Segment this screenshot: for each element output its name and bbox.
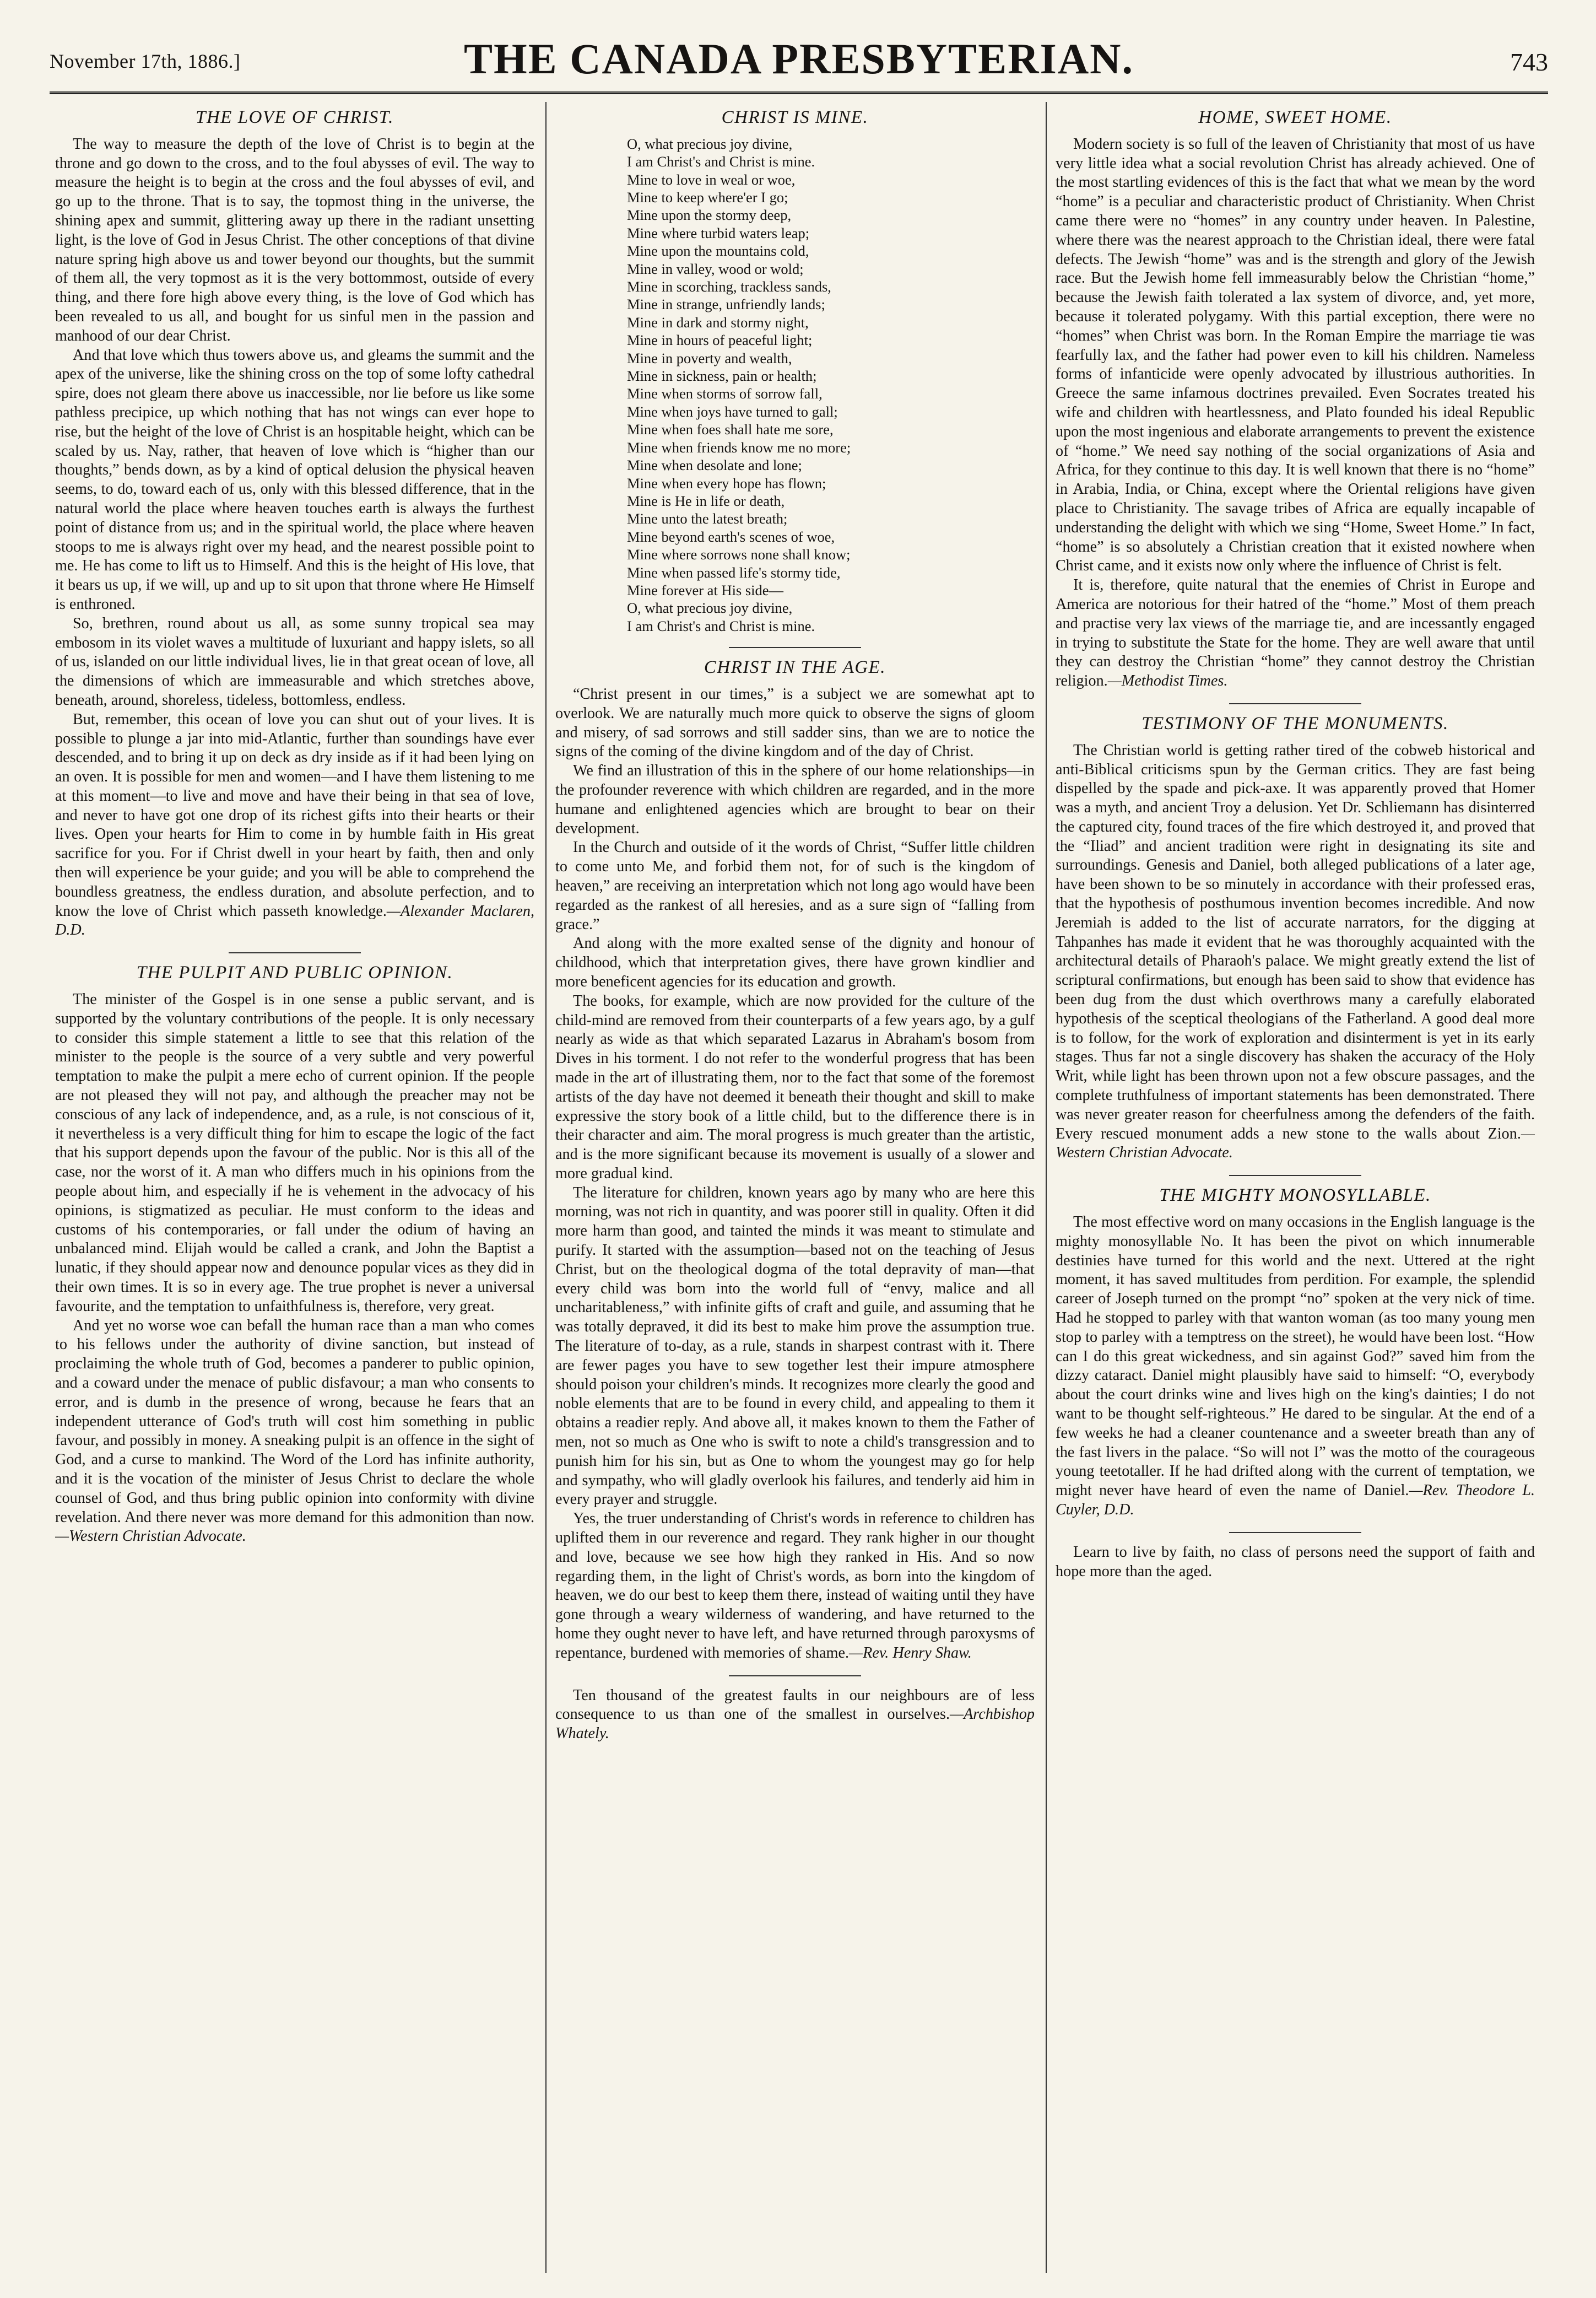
page-number: 743 bbox=[1510, 48, 1548, 76]
article-author: —Rev. Theodore L. Cuyler, D.D. bbox=[1056, 1482, 1535, 1518]
poem-line: Mine in valley, wood or wold; bbox=[627, 260, 804, 277]
article-paragraph: The books, for example, which are now provided for the culture of the child-mind are removed from their counterparts of a few years ago, by a gulf nearly as wide as that which separated Lazarus in Abraham's bosom from Dives in his torment. I do not refer to the wonderful progress that has been made in the art of illustrating them, nor to the fact that some of the foremost artists of the day have not deemed it beneath their thought and skill to make expressive the story book of a little child, but to the difference there is in their character and aim. The moral progress is much greater than the artistic, and is the more significant because its movement is usually of a slower and more gradual kind. bbox=[555, 992, 1035, 1182]
article-separator bbox=[229, 952, 361, 953]
poem-line: Mine where turbid waters leap; bbox=[627, 224, 810, 241]
article-title-home: HOME, SWEET HOME. bbox=[1198, 107, 1392, 127]
column-divider bbox=[1046, 102, 1047, 2273]
column-divider bbox=[545, 102, 547, 2273]
poem-line: I am Christ's and Christ is mine. bbox=[627, 617, 815, 634]
article-paragraph bbox=[1056, 1213, 1535, 1520]
article-paragraph: In the Church and outside of it the words of Christ, “Suffer little children to come unto Me, and forbid them not, for of such is the kingdom of heaven,” are receiving an interpretation which not long ago would have been regarded as the rankest of all heresies, and as a sure sign of “falling from grace.” bbox=[555, 839, 1035, 933]
article-separator bbox=[729, 647, 861, 648]
article-separator bbox=[729, 1675, 861, 1676]
poem-line: Mine in hours of peaceful light; bbox=[627, 332, 813, 349]
poem-line: Mine when joys have turned to gall; bbox=[627, 403, 838, 420]
article-paragraph bbox=[55, 1317, 534, 1547]
poem-line: Mine forever at His side— bbox=[627, 581, 784, 598]
poem-line: Mine unto the latest breath; bbox=[627, 510, 788, 527]
paragraph-text: And yet no worse woe can befall the human race than a man who comes to his fellows under the authority of divine sanction, but instead of proclaiming the whole truth of God, becomes a panderer to public opinion, and a coward under the menace of public disfavour; a man who consents to error, and is dumb in the presence of wrong, because he fears that an independent utterance of God's truth will cost him something in public favour, and possibly in money. A sneaking pulpit is an offence in the sight of God, and a curse to mankind. The Word of the Lord has infinite authority, and it is the vocation of the minister of Jesus Christ to declare the whole counsel of God, and thus bring public opinion into conformity with divine revelation. And there never was more demand for this admonition than now. bbox=[55, 1317, 534, 1526]
poem-line: O, what precious joy divine, bbox=[627, 135, 793, 152]
poem-line: Mine in sickness, pain or health; bbox=[627, 368, 817, 385]
article-paragraph bbox=[1056, 576, 1535, 691]
paragraph-text: Yes, the truer understanding of Christ's words in reference to children has uplifted them in our reverence and regard. They rank higher in our thought and love, because we see how high they ranked in His. And so now regarding them, in the light of Christ's words, as born into the kingdom of heaven, we do our best to keep them there, instead of waiting until they have gone through a weary wilderness of wandering, and have returned to the home they ought never to have left, and have returned through paroxysms of repentance, burdened with memories of shame. bbox=[555, 1510, 1035, 1662]
poem-line: Mine when passed life's stormy tide, bbox=[627, 564, 841, 581]
poem bbox=[627, 135, 1035, 635]
poem-line: Mine when desolate and lone; bbox=[627, 457, 802, 474]
poem-line: Mine in poverty and wealth, bbox=[627, 349, 792, 366]
article-author: —Rev. Henry Shaw. bbox=[849, 1644, 972, 1662]
poem-line: O, what precious joy divine, bbox=[627, 600, 793, 617]
article-paragraph: The minister of the Gospel is in one sense a public servant, and is supported by the voluntary contributions of the people. It is only necessary to consider this simple statement a little to see that this relation of the minister to the people is the source of a very subtle and very powerful temptation to make the pulpit a mere echo of current opinion. If the people are not pleased they will not pay, and although the preacher may not be conscious of any lack of independence, and, as a rule, is not conscious of it, it nevertheless is a very difficult thing for him to escape the logic of the fact that his support depends upon the favour of the public. Nor is this all of the case, nor the worst of it. A man who differs much in his opinions from the people about him, and especially if he is vehement in the advocacy of his opinions, is stigmatized as peculiar. He must conform to the ideas and customs of his contemporaries, or fall under the odium of having an unbalanced mind. Elijah would be called a crank, and John the Baptist a lunatic, if they should appear now and denounce popular vices as they did in their own times. It is so in every age. The true prophet is never a universal favourite, and the temptation to unfaithfulness is, therefore, very great. bbox=[55, 991, 534, 1315]
poem-line: Mine in strange, unfriendly lands; bbox=[627, 296, 825, 313]
poem-line: Mine to love in weal or woe, bbox=[627, 171, 796, 188]
poem-title: CHRIST IS MINE. bbox=[721, 107, 869, 127]
article-separator bbox=[1229, 1175, 1361, 1176]
article-paragraph: “Christ present in our times,” is a subject we are somewhat apt to overlook. We are naturally much more quick to observe the signs of gloom and misery, of sad sorrows and still sadder sins, than we are to notice the signs of the coming of the divine kingdom and of the day of Christ. bbox=[555, 685, 1035, 760]
article-paragraph bbox=[555, 1509, 1035, 1663]
poem-line: Mine when friends know me no more; bbox=[627, 439, 851, 456]
article-separator bbox=[1229, 1532, 1361, 1533]
article-title-pulpit: THE PULPIT AND PUBLIC OPINION. bbox=[136, 963, 453, 983]
paragraph-text: It is, therefore, quite natural that the enemies of Christ in Europe and America are notorious for their hatred of the “home.” Most of them preach and practise very lax views of the marriage tie, and are incessantly engaged in trying to substitute the State for the home. They are well aware that until they can destroy the Christian “home” they cannot destroy the Christian religion. bbox=[1056, 576, 1535, 690]
poem-line: Mine upon the stormy deep, bbox=[627, 207, 792, 224]
article-title-christ-in-age: CHRIST IN THE AGE. bbox=[704, 657, 886, 678]
article-source: —Western Christian Advocate. bbox=[55, 1528, 246, 1545]
poem-line: Mine when foes shall hate me sore, bbox=[627, 421, 834, 438]
article-paragraph bbox=[55, 710, 534, 941]
paragraph-text: The most effective word on many occasions in the English language is the mighty monosyllable No. It has been the pivot on which innumerable destinies have turned for this world and the next. Uttered at the right moment, it has saved multitudes from perdition. For example, the splendid career of Joseph turned on the prompt “no” spoken at the very nick of time. Had he stopped to parley with that wanton woman (as too many young men stop to parley with a temptress on the street), he would have been lost. “How can I do this great wickedness, and sin against God?” saved him from the dizzy cataract. Daniel might plausibly have said to himself: “O, everybody about the court drinks wine and lives high on the king's dainties; I do not want to be thought self-righteous.” He dared to be singular. At the end of a few weeks he had a cleaner countenance and a sweeter breath than any of the fast livers in the palace. “So will not I” was the motto of the courageous young teetotaller. If he had drifted along with the current of temptation, we might never have heard of even the name of Daniel. bbox=[1056, 1213, 1535, 1499]
article-paragraph bbox=[1056, 741, 1535, 1163]
poem-line: Mine when storms of sorrow fall, bbox=[627, 385, 823, 402]
article-source: —Methodist Times. bbox=[1107, 672, 1228, 690]
article-author: —Alexander Maclaren, D.D. bbox=[55, 902, 534, 939]
poem-line: Mine to keep where'er I go; bbox=[627, 189, 788, 206]
masthead bbox=[50, 34, 1548, 87]
article-title-love-of-christ: THE LOVE OF CHRIST. bbox=[196, 107, 394, 127]
article-paragraph: The literature for children, known years ago by many who are here this morning, was not rich in quantity, and was poorer still in quality. Often it did more harm than good, and tainted the minds it was meant to stimulate and purify. It started with the assumption—based not on the teaching of Jesus Christ, but on the theological dogma of the total depravity of man—that every child was born into the world full of “envy, malice and all uncharitableness,” with infinite gifts of craft and guile, and assuming that he was totally depraved, it did its best to make him prove the assumption true. The literature of to-day, as a rule, stands in sharpest contrast with it. There are fewer pages you have to sew together lest their impure atmosphere should poison your children's minds. It recognizes more clearly the good and noble elements that are to be found in every child, and appealing to them it obtains a readier reply. And above all, it makes known to them the Father of men, not so much as One who is swift to note a child's transgression and to punish him for his sin, but as One to whom the youngest may go for help and sympathy, who will gladly overlook his failures, and tenderly aid him in every prayer and struggle. bbox=[555, 1184, 1035, 1508]
poem-line: Mine upon the mountains cold, bbox=[627, 242, 809, 260]
poem-line: Mine where sorrows none shall know; bbox=[627, 546, 851, 563]
masthead-rule bbox=[50, 91, 1548, 99]
column-3 bbox=[1056, 104, 1535, 2280]
paragraph-text: But, remember, this ocean of love you can shut out of your lives. It is possible to plunge a jar into mid-Atlantic, further than soundings have ever descended, and to bring it up on deck as dry inside as if it had been lying on an oven. It is possible for men and women—and I have them listening to me at this moment—to live and move and have their being in that sea of love, and never to have got one drop of its richest gifts into their hearts or their lives. Open your hearts for Him to come in by humble faith in His great sacrifice for you. For if Christ dwell in your heart by faith, then and only then will experience be your guide; and you will be able to comprehend the boundless greatness, the endless duration, and absolute perfection, and to know the love of Christ which passeth knowledge. bbox=[55, 710, 534, 920]
article-paragraph: We find an illustration of this in the sphere of our home relationships—in the profounder reverence with which children are regarded, and in the more humane and enlightened agencies which are brought to bear on their development. bbox=[555, 762, 1035, 837]
poem-line: Mine when every hope has flown; bbox=[627, 474, 826, 492]
article-paragraph: So, brethren, round about us all, as some sunny tropical sea may embosom in its violet waves a multitude of luxuriant and happy islets, so all of us, islanded on our little individual lives, lie in that great ocean of love, all the dimensions of which are immeasurable and which stretches above, beneath, around, shoreless, tideless, bottomless, endless. bbox=[55, 614, 534, 709]
closing-note: Learn to live by faith, no class of persons need the support of faith and hope more than the aged. bbox=[1056, 1543, 1535, 1580]
article-separator bbox=[1229, 703, 1361, 704]
article-source: —Western Christian Advocate. bbox=[1056, 1125, 1535, 1162]
column-2 bbox=[555, 104, 1035, 2280]
article-paragraph: And that love which thus towers above us, and gleams the summit and the apex of the universe, like the shining cross on the top of some lofty cathedral spire, does not gleam there above us inaccessible, nor lie before us like some pathless precipice, up which nothing that has not wings can ever hope to rise, but the height of the love of Christ is an hospitable height, which can be scaled by us. Nay, rather, that heaven of love which is “higher than our thoughts,” bends down, as by a kind of optical delusion the physical heaven seems, to do, toward each of us, only with this blessed difference, that in the natural world the place where heaven touches earth is always the furthest point of distance from us; and in the spiritual world, the place where heaven stoops to me is always right over my head, and the nearest possible point to me. He has come to lift us to Himself. And this is the height of His love, that it bears us up, if we will, up and up to sit upon that throne where He Himself is enthroned. bbox=[55, 346, 534, 613]
quotation-author: —Archbishop Whately. bbox=[555, 1706, 1035, 1743]
article-paragraph: And along with the more exalted sense of the dignity and honour of childhood, which that interpretation gives, there have grown kindlier and more beneficent agencies for its education and growth. bbox=[555, 935, 1035, 990]
poem-line: Mine in scorching, trackless sands, bbox=[627, 278, 831, 295]
article-paragraph: Modern society is so full of the leaven of Christianity that most of us have very little idea what a social revolution Christ has already achieved. One of the most startling evidences of this is the fact that what we mean by the word “home” is a peculiar and characteristic product of Christianity. When Christ came there were no “homes” in any country under heaven. In Palestine, where there was the nearest approach to the Christian ideal, there were fatal defects. The Jewish “home” was and is the strength and glory of the Jewish race. But the Jewish home fell immeasurably below the Christian “home,” because the Jewish faith tolerated a lax system of divorce, and, yet more, because it tolerated polygamy. With this partial exception, there were no “homes” when Christ was born. In the Roman Empire the marriage tie was fearfully lax, and the father had power even to kill his children. Nameless forms of infanticide were openly advocated by illustrious authorities. In Greece the same infamous doctrines prevailed. Even Socrates treated his wife and children with heartlessness, and Plato founded his ideal Republic upon the most ingenious and elaborate arrangements to prevent the existence of “home.” We need say nothing of the social organizations of Asia and Africa, for they continue to this day. It is well known that there is no “home” in Arabia, India, or China, except where the Oriental religions have given place to Christianity. The savage tribes of Africa are equally incapable of understanding the delight with which we sing “Home, Sweet Home.” In fact, “home” is so absolutely a Christian creation that it existed nowhere when Christ came, and it exists now only where the influence of Christ is felt. bbox=[1056, 135, 1535, 575]
poem-line: I am Christ's and Christ is mine. bbox=[627, 153, 815, 170]
column-1 bbox=[55, 104, 534, 2280]
article-title-monuments: TESTIMONY OF THE MONUMENTS. bbox=[1141, 713, 1449, 733]
quotation-text: Ten thousand of the greatest faults in our neighbours are of less consequence to us than one of the smallest in ourselves. bbox=[555, 1686, 1035, 1723]
poem-line: Mine in dark and stormy night, bbox=[627, 314, 809, 331]
article-title-monosyllable: THE MIGHTY MONOSYLLABLE. bbox=[1159, 1185, 1431, 1206]
quotation-note bbox=[555, 1686, 1035, 1744]
poem-line: Mine is He in life or death, bbox=[627, 492, 785, 509]
article-paragraph: The way to measure the depth of the love of Christ is to begin at the throne and go down to the cross, and to the foul abysses of evil. The way to measure the height is to begin at the cross and the foul abysses of evil, and go up to the throne. That is to say, the topmost thing in the universe, the shining apex and summit, glittering away up there in the radiant unsetting light, is the love of God in Jesus Christ. The other conceptions of that divine nature spring high above us and tower beyond our thoughts, but the summit of them all, the very topmost as it is the very bottommost, outside of every thing, and there fore high above every thing, is the love of God which has been revealed to us all, and bought for us sinful men in the passion and manhood of our dear Christ. bbox=[55, 135, 534, 344]
newspaper-title: THE CANADA PRESBYTERIAN. bbox=[463, 35, 1134, 83]
paragraph-text: The Christian world is getting rather tired of the cobweb historical and anti-Biblical criticisms spun by the German critics. They are fast being dispelled by the spade and pick-axe. It was apparently proved that Homer was a myth, and ancient Troy a delusion. Yet Dr. Schliemann has disinterred the captured city, found traces of the fire which destroyed it, and proved that the “Iliad” and ancient tradition were right in designating its site and surroundings. Genesis and Daniel, both alleged publications of a later age, have been shown to be so minutely in accordance with their professed eras, that the hypothesis of posthumous invention becomes incredible. And now Jeremiah is added to the list of accurate narrators, for the digging at Tahpanhes has made it evident that he was thoroughly acquainted with the architectural details of Pharaoh's palace. We might greatly extend the list of scriptural confirmations, but enough has been said to show that evidence has been dug from the dust which overthrows many a carefully elaborated hypothesis of the sceptical theologians of the Fatherland. A good deal more is to follow, for the work of exploration and disinterment is yet in its early stages. Thus far not a single discovery has shaken the accuracy of the Holy Writ, while light has been thrown upon not a few obscure passages, and the complete truthfulness of important statements has been demonstrated. There was never greater reason for cheerfulness among the defenders of the faith. Every rescued monument adds a new stone to the walls about Zion. bbox=[1056, 741, 1535, 1142]
poem-line: Mine beyond earth's scenes of woe, bbox=[627, 528, 835, 545]
issue-date: November 17th, 1886.] bbox=[50, 50, 241, 72]
